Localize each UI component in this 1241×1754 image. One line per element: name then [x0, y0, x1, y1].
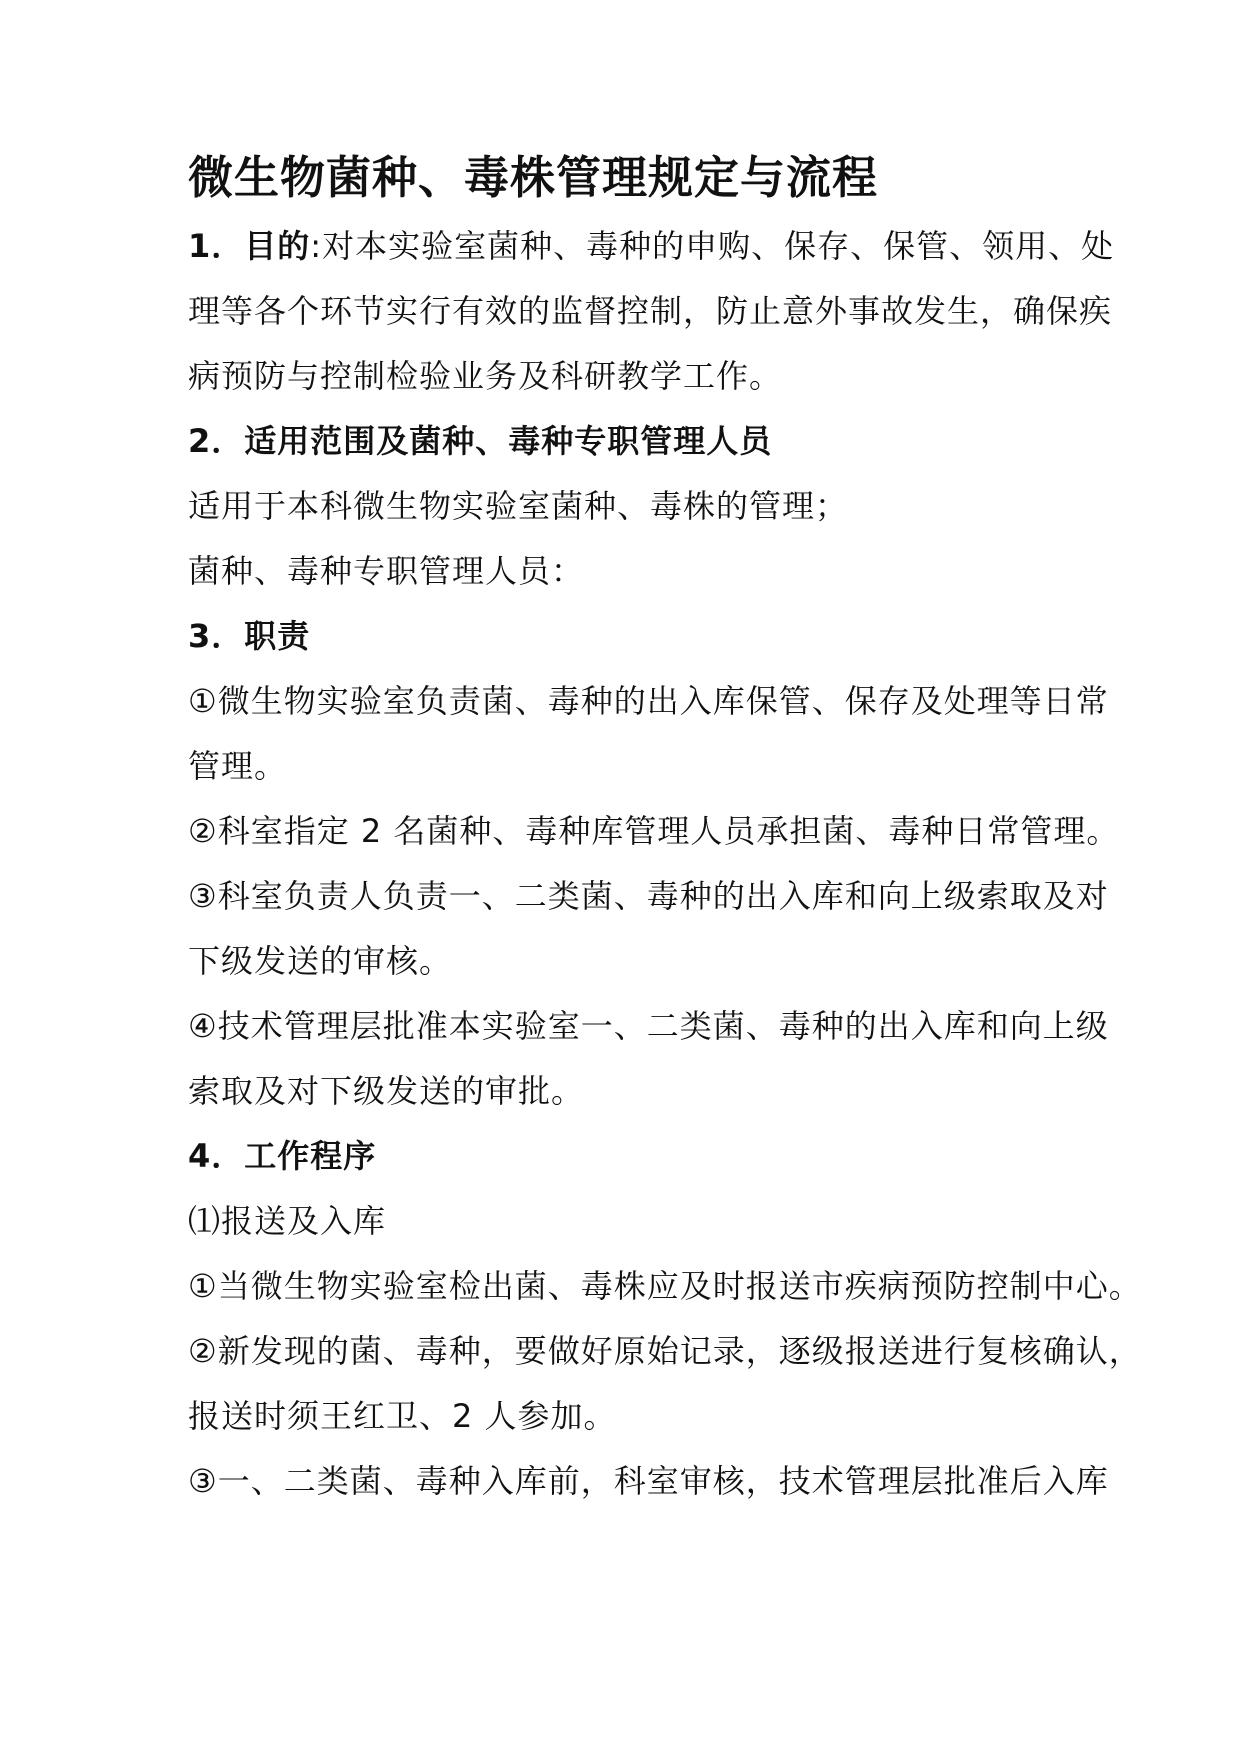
section-4-heading: 4．工作程序: [188, 1137, 377, 1175]
section-3-heading: 3．职责: [188, 617, 311, 655]
section-3-line-3: ②科室指定 2 名菌种、毒种库管理人员承担菌、毒种日常管理。: [188, 812, 1120, 850]
section-3-line-2: 管理。: [188, 747, 288, 785]
section-4-line-4: 报送时须王红卫、2 人参加。: [188, 1397, 617, 1435]
section-3-line-5: 下级发送的审核。: [188, 942, 453, 980]
section-1-line-1: [188, 214, 1128, 279]
section-4-line-3: ②新发现的菌、毒种，要做好原始记录，逐级报送进行复核确认，: [188, 1332, 1142, 1370]
section-4-line-2: ①当微生物实验室检出菌、毒株应及时报送市疾病预防控制中心。: [188, 1267, 1142, 1305]
section-2-line-1: 适用于本科微生物实验室菌种、毒株的管理；: [188, 487, 849, 525]
section-3-line-4: ③科室负责人负责一、二类菌、毒种的出入库和向上级索取及对: [188, 877, 1109, 915]
section-1-text: :对本实验室菌种、毒种的申购、保存、保管、领用、处: [310, 227, 1115, 265]
section-2-heading: 2．适用范围及菌种、毒种专职管理人员: [188, 422, 773, 460]
section-4-line-5: ③一、二类菌、毒种入库前，科室审核，技术管理层批准后入库: [188, 1462, 1109, 1500]
section-1-line-3: 病预防与控制检验业务及科研教学工作。: [188, 357, 783, 395]
section-1-label: 1．目的: [188, 227, 311, 265]
document-title: 微生物菌种、毒株管理规定与流程: [188, 151, 879, 204]
section-3-line-1: ①微生物实验室负责菌、毒种的出入库保管、保存及处理等日常: [188, 682, 1109, 720]
section-4-line-1: ⑴报送及入库: [188, 1202, 387, 1240]
section-3-line-6: ④技术管理层批准本实验室一、二类菌、毒种的出入库和向上级: [188, 1007, 1109, 1045]
section-1-line-2: 理等各个环节实行有效的监督控制，防止意外事故发生，确保疾: [188, 292, 1113, 330]
document-page: [188, 148, 1142, 1514]
section-3-line-7: 索取及对下级发送的审批。: [188, 1072, 585, 1110]
section-2-line-2: 菌种、毒种专职管理人员：: [188, 552, 585, 590]
